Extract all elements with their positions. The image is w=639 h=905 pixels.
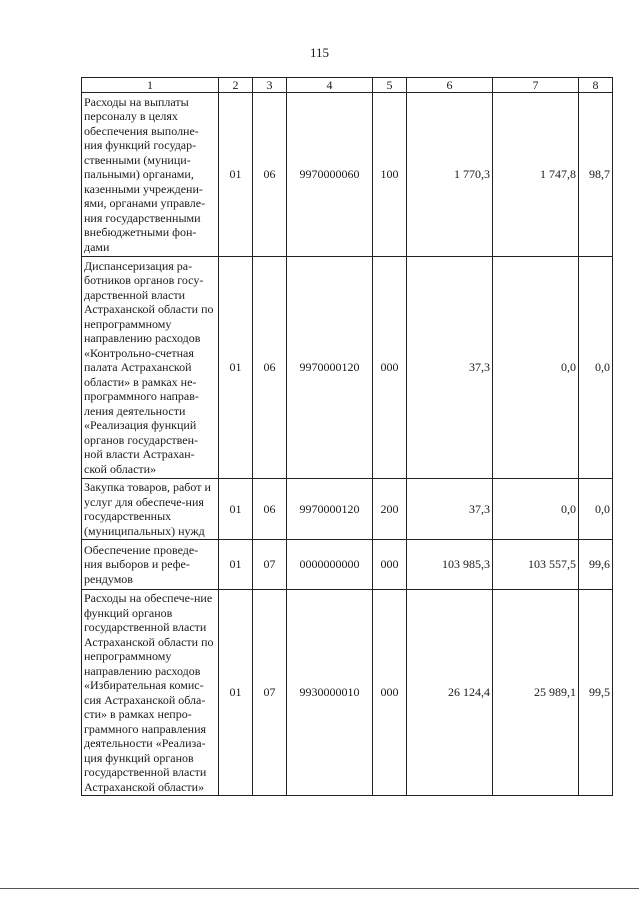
- execution-percent: 99,6: [579, 540, 613, 590]
- section-code: 01: [219, 257, 253, 479]
- subsection-code: 06: [253, 257, 287, 479]
- expense-type-code: 000: [373, 590, 407, 796]
- planned-amount: 26 124,4: [407, 590, 493, 796]
- column-header: 1: [82, 78, 219, 93]
- expense-type-code: 200: [373, 479, 407, 540]
- budget-table: [81, 77, 613, 796]
- target-article-code: 9970000120: [287, 479, 373, 540]
- execution-percent: 0,0: [579, 257, 613, 479]
- planned-amount: 1 770,3: [407, 93, 493, 257]
- target-article-code: 9970000060: [287, 93, 373, 257]
- column-header: 5: [373, 78, 407, 93]
- table-row: [82, 479, 613, 540]
- row-name: Расходы на выплаты персоналу в целях обеспечения выполне-ния функций государ-ственными (муници-пальными) органами, казенными учреждени-ями, органами управле-ния государственными внебюджетными фон-дами: [82, 93, 219, 257]
- actual-amount: 103 557,5: [493, 540, 579, 590]
- section-code: 01: [219, 479, 253, 540]
- target-article-code: 9930000010: [287, 590, 373, 796]
- header-row: [82, 78, 613, 93]
- table-row: [82, 540, 613, 590]
- row-name: Диспансеризация ра-ботников органов госу-дарственной власти Астраханской области по непрограммному направлению расходов «Контрольно-счетная палата Астраханской области» в рамках не-программного направ-ления деятельности «Реализация функций органов государствен-ной власти Астрахан-ской области»: [82, 257, 219, 479]
- actual-amount: 0,0: [493, 479, 579, 540]
- row-name: Обеспечение проведе-ния выборов и рефе-рендумов: [82, 540, 219, 590]
- column-header: 8: [579, 78, 613, 93]
- planned-amount: 103 985,3: [407, 540, 493, 590]
- target-article-code: 9970000120: [287, 257, 373, 479]
- section-code: 01: [219, 540, 253, 590]
- page-number: 115: [309, 45, 330, 60]
- row-name: Расходы на обеспече-ние функций органов государственной власти Астраханской области по непрограммному направлению расходов «Избирательная комис-сия Астраханской обла-сти» в рамках непро-граммного направления деятельности «Реализа-ция функций органов государственной власти Астраханской области»: [82, 590, 219, 796]
- subsection-code: 06: [253, 479, 287, 540]
- column-header: 6: [407, 78, 493, 93]
- table-row: [82, 257, 613, 479]
- table-row: [82, 93, 613, 257]
- expense-type-code: 000: [373, 257, 407, 479]
- column-header: 7: [493, 78, 579, 93]
- subsection-code: 06: [253, 93, 287, 257]
- execution-percent: 99,5: [579, 590, 613, 796]
- actual-amount: 1 747,8: [493, 93, 579, 257]
- subsection-code: 07: [253, 590, 287, 796]
- subsection-code: 07: [253, 540, 287, 590]
- row-name: Закупка товаров, работ и услуг для обеспече-ния государственных (муниципальных) нужд: [82, 479, 219, 540]
- expense-type-code: 100: [373, 93, 407, 257]
- target-article-code: 0000000000: [287, 540, 373, 590]
- column-header: 3: [253, 78, 287, 93]
- expense-type-code: 000: [373, 540, 407, 590]
- actual-amount: 0,0: [493, 257, 579, 479]
- execution-percent: 0,0: [579, 479, 613, 540]
- column-header: 2: [219, 78, 253, 93]
- execution-percent: 98,7: [579, 93, 613, 257]
- planned-amount: 37,3: [407, 479, 493, 540]
- page-bottom-divider: [0, 888, 639, 889]
- planned-amount: 37,3: [407, 257, 493, 479]
- column-header: 4: [287, 78, 373, 93]
- actual-amount: 25 989,1: [493, 590, 579, 796]
- table-row: [82, 590, 613, 796]
- section-code: 01: [219, 590, 253, 796]
- section-code: 01: [219, 93, 253, 257]
